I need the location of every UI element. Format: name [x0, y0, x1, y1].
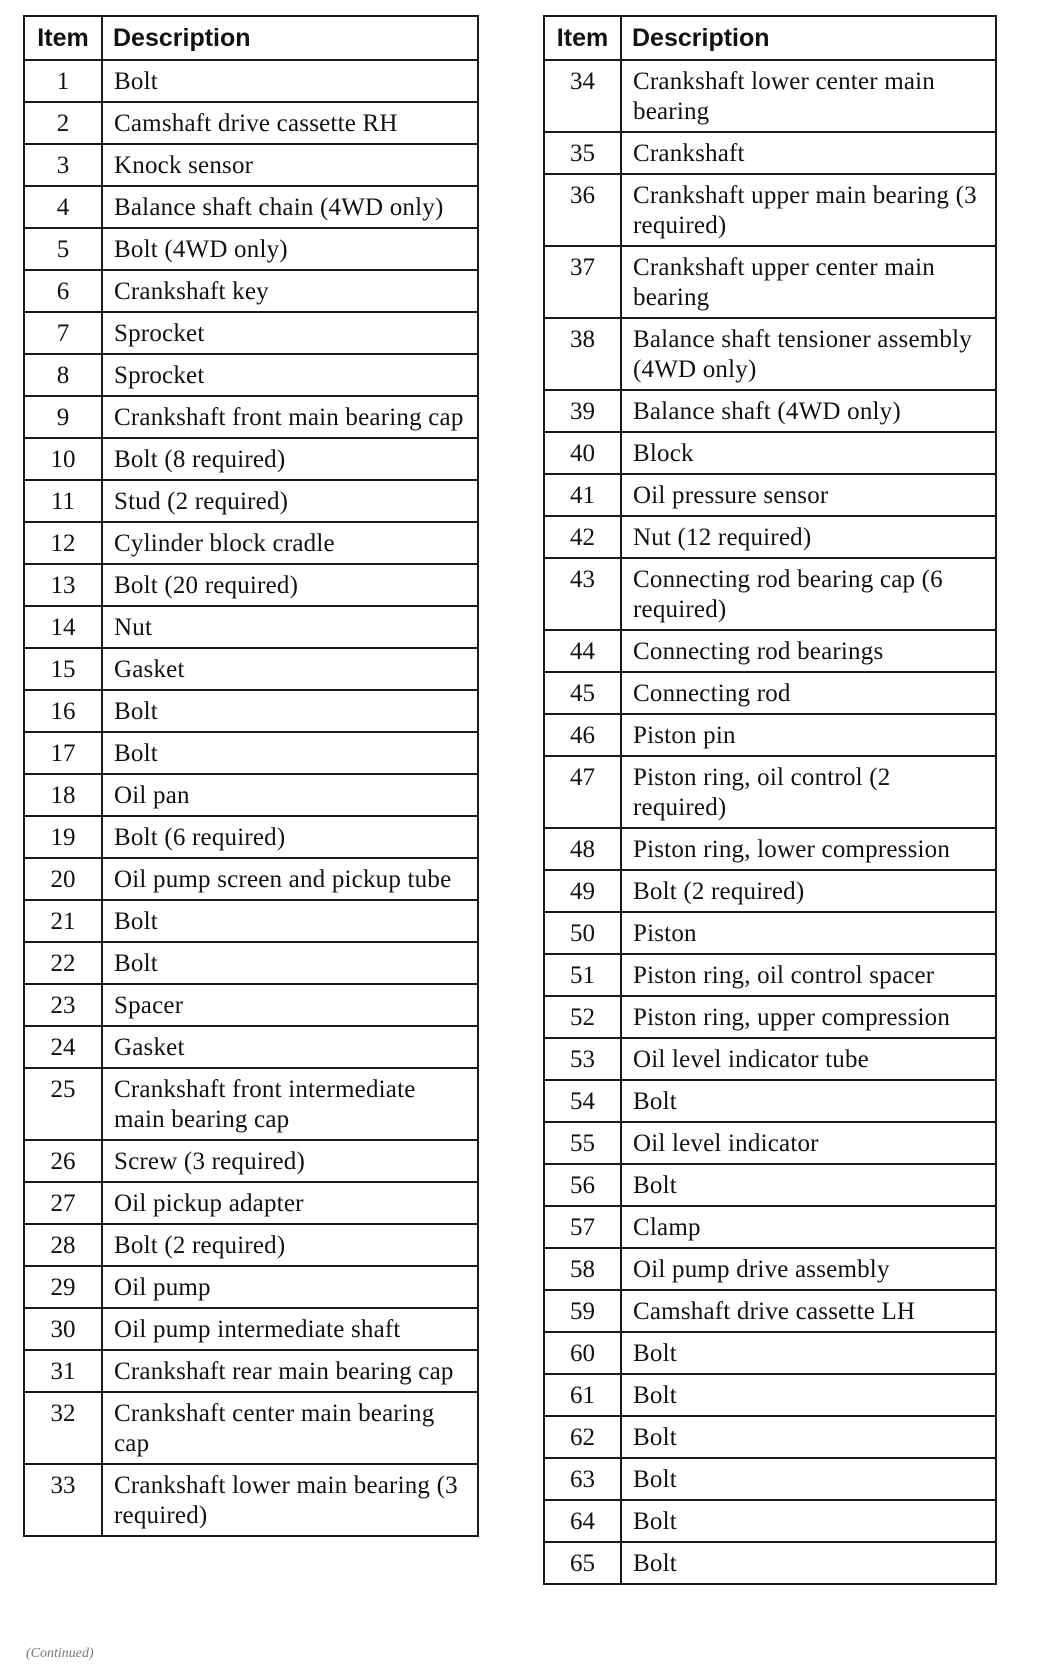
item-description: Oil pump screen and pickup tube — [102, 858, 478, 900]
item-number: 32 — [24, 1392, 102, 1464]
item-number: 53 — [544, 1038, 621, 1080]
table-row — [544, 828, 996, 870]
item-description: Bolt — [102, 900, 478, 942]
item-number: 60 — [544, 1332, 621, 1374]
parts-table-left-body — [24, 60, 478, 1536]
table-row — [544, 1374, 996, 1416]
item-description: Bolt — [102, 690, 478, 732]
item-description: Oil level indicator tube — [621, 1038, 996, 1080]
item-description: Piston ring, oil control (2 required) — [621, 756, 996, 828]
table-row — [544, 630, 996, 672]
table-row — [544, 1458, 996, 1500]
table-row — [24, 312, 478, 354]
item-description: Piston — [621, 912, 996, 954]
item-number: 38 — [544, 318, 621, 390]
item-description: Crankshaft center main bearing cap — [102, 1392, 478, 1464]
item-number: 46 — [544, 714, 621, 756]
table-row — [24, 1392, 478, 1464]
table-row — [24, 396, 478, 438]
table-row — [24, 354, 478, 396]
table-row — [24, 606, 478, 648]
item-description: Gasket — [102, 648, 478, 690]
item-number: 5 — [24, 228, 102, 270]
table-row — [24, 186, 478, 228]
item-column-header: Item — [24, 16, 102, 60]
item-number: 16 — [24, 690, 102, 732]
item-description: Nut (12 required) — [621, 516, 996, 558]
item-description: Crankshaft — [621, 132, 996, 174]
table-row — [24, 1182, 478, 1224]
item-description: Sprocket — [102, 354, 478, 396]
table-row — [24, 564, 478, 606]
item-number: 41 — [544, 474, 621, 516]
table-row — [24, 270, 478, 312]
header-row — [24, 16, 478, 60]
item-number: 59 — [544, 1290, 621, 1332]
item-number: 9 — [24, 396, 102, 438]
item-number: 8 — [24, 354, 102, 396]
table-row — [544, 318, 996, 390]
item-number: 15 — [24, 648, 102, 690]
table-row — [24, 480, 478, 522]
table-row — [24, 1464, 478, 1536]
item-number: 39 — [544, 390, 621, 432]
item-description: Balance shaft chain (4WD only) — [102, 186, 478, 228]
item-number: 42 — [544, 516, 621, 558]
parts-table-right-body — [544, 60, 996, 1584]
item-number: 7 — [24, 312, 102, 354]
item-description: Piston pin — [621, 714, 996, 756]
item-description: Bolt — [621, 1458, 996, 1500]
item-number: 48 — [544, 828, 621, 870]
table-row — [24, 60, 478, 102]
item-description: Crankshaft front main bearing cap — [102, 396, 478, 438]
table-row — [24, 732, 478, 774]
table-row — [544, 1122, 996, 1164]
table-row — [544, 432, 996, 474]
table-row — [24, 1068, 478, 1140]
table-row — [24, 690, 478, 732]
table-row — [544, 870, 996, 912]
table-row — [24, 816, 478, 858]
item-number: 30 — [24, 1308, 102, 1350]
table-row — [24, 438, 478, 480]
table-row — [24, 1224, 478, 1266]
header-row — [544, 16, 996, 60]
item-number: 40 — [544, 432, 621, 474]
item-number: 24 — [24, 1026, 102, 1068]
item-number: 34 — [544, 60, 621, 132]
item-description: Bolt (8 required) — [102, 438, 478, 480]
item-description: Crankshaft lower main bearing (3 required) — [102, 1464, 478, 1536]
item-number: 58 — [544, 1248, 621, 1290]
item-number: 17 — [24, 732, 102, 774]
item-description: Bolt (2 required) — [102, 1224, 478, 1266]
item-description: Balance shaft (4WD only) — [621, 390, 996, 432]
item-number: 10 — [24, 438, 102, 480]
table-row — [544, 246, 996, 318]
table-row — [544, 954, 996, 996]
item-description: Oil pump — [102, 1266, 478, 1308]
item-number: 25 — [24, 1068, 102, 1140]
item-number: 43 — [544, 558, 621, 630]
item-description: Clamp — [621, 1206, 996, 1248]
table-row — [544, 912, 996, 954]
item-number: 62 — [544, 1416, 621, 1458]
item-number: 56 — [544, 1164, 621, 1206]
item-description: Knock sensor — [102, 144, 478, 186]
item-description: Camshaft drive cassette RH — [102, 102, 478, 144]
item-description: Bolt — [102, 60, 478, 102]
table-row — [544, 1500, 996, 1542]
item-number: 18 — [24, 774, 102, 816]
item-description: Camshaft drive cassette LH — [621, 1290, 996, 1332]
table-row — [24, 522, 478, 564]
item-description: Crankshaft upper center main bearing — [621, 246, 996, 318]
item-description: Oil pump intermediate shaft — [102, 1308, 478, 1350]
item-description: Crankshaft front intermediate main bearing cap — [102, 1068, 478, 1140]
item-description: Block — [621, 432, 996, 474]
item-number: 61 — [544, 1374, 621, 1416]
item-description: Bolt — [621, 1164, 996, 1206]
item-number: 35 — [544, 132, 621, 174]
item-description: Oil pump drive assembly — [621, 1248, 996, 1290]
table-row — [24, 1308, 478, 1350]
item-number: 31 — [24, 1350, 102, 1392]
item-number: 65 — [544, 1542, 621, 1584]
item-number: 47 — [544, 756, 621, 828]
item-description: Oil level indicator — [621, 1122, 996, 1164]
item-description: Bolt — [621, 1080, 996, 1122]
table-row — [24, 1140, 478, 1182]
item-number: 14 — [24, 606, 102, 648]
table-row — [544, 1542, 996, 1584]
item-number: 21 — [24, 900, 102, 942]
description-column-header: Description — [102, 16, 478, 60]
item-description: Crankshaft lower center main bearing — [621, 60, 996, 132]
item-description: Connecting rod — [621, 672, 996, 714]
item-description: Balance shaft tensioner assembly (4WD only) — [621, 318, 996, 390]
item-number: 55 — [544, 1122, 621, 1164]
item-description: Bolt — [102, 942, 478, 984]
table-row — [544, 132, 996, 174]
table-row — [544, 1038, 996, 1080]
item-description: Oil pan — [102, 774, 478, 816]
item-number: 6 — [24, 270, 102, 312]
item-number: 22 — [24, 942, 102, 984]
item-description: Crankshaft rear main bearing cap — [102, 1350, 478, 1392]
item-description: Bolt — [102, 732, 478, 774]
parts-table-left — [23, 15, 479, 1537]
item-description: Bolt (2 required) — [621, 870, 996, 912]
item-description: Piston ring, upper compression — [621, 996, 996, 1038]
table-row — [544, 1248, 996, 1290]
item-number: 27 — [24, 1182, 102, 1224]
item-description: Oil pressure sensor — [621, 474, 996, 516]
table-row — [544, 714, 996, 756]
item-description: Crankshaft key — [102, 270, 478, 312]
item-number: 11 — [24, 480, 102, 522]
item-description: Connecting rod bearing cap (6 required) — [621, 558, 996, 630]
table-row — [24, 144, 478, 186]
item-number: 12 — [24, 522, 102, 564]
item-number: 50 — [544, 912, 621, 954]
item-description: Bolt (6 required) — [102, 816, 478, 858]
item-column-header: Item — [544, 16, 621, 60]
item-description: Crankshaft upper main bearing (3 required) — [621, 174, 996, 246]
table-row — [544, 1332, 996, 1374]
item-description: Bolt (20 required) — [102, 564, 478, 606]
item-number: 52 — [544, 996, 621, 1038]
item-number: 49 — [544, 870, 621, 912]
table-row — [544, 1164, 996, 1206]
item-number: 51 — [544, 954, 621, 996]
item-description: Bolt (4WD only) — [102, 228, 478, 270]
item-number: 29 — [24, 1266, 102, 1308]
item-number: 28 — [24, 1224, 102, 1266]
table-row — [544, 672, 996, 714]
table-row — [544, 60, 996, 132]
table-row — [24, 102, 478, 144]
table-row — [24, 228, 478, 270]
table-row — [24, 900, 478, 942]
table-row — [544, 1206, 996, 1248]
item-number: 57 — [544, 1206, 621, 1248]
item-number: 13 — [24, 564, 102, 606]
item-number: 36 — [544, 174, 621, 246]
item-description: Oil pickup adapter — [102, 1182, 478, 1224]
table-row — [544, 1080, 996, 1122]
item-number: 1 — [24, 60, 102, 102]
item-number: 26 — [24, 1140, 102, 1182]
table-row — [24, 858, 478, 900]
table-row — [24, 984, 478, 1026]
table-row — [544, 390, 996, 432]
item-description: Spacer — [102, 984, 478, 1026]
item-number: 3 — [24, 144, 102, 186]
item-number: 64 — [544, 1500, 621, 1542]
item-number: 20 — [24, 858, 102, 900]
item-description: Bolt — [621, 1416, 996, 1458]
item-description: Sprocket — [102, 312, 478, 354]
table-row — [544, 474, 996, 516]
description-column-header: Description — [621, 16, 996, 60]
item-number: 23 — [24, 984, 102, 1026]
table-row — [24, 942, 478, 984]
item-description: Stud (2 required) — [102, 480, 478, 522]
table-row — [544, 1416, 996, 1458]
continued-note: (Continued) — [26, 1646, 94, 1661]
parts-table-right — [543, 15, 997, 1585]
table-row — [544, 174, 996, 246]
table-row — [544, 1290, 996, 1332]
table-row — [544, 516, 996, 558]
item-description: Bolt — [621, 1500, 996, 1542]
item-description: Bolt — [621, 1374, 996, 1416]
item-number: 44 — [544, 630, 621, 672]
table-row — [24, 774, 478, 816]
item-description: Bolt — [621, 1332, 996, 1374]
item-number: 19 — [24, 816, 102, 858]
table-row — [544, 756, 996, 828]
item-description: Screw (3 required) — [102, 1140, 478, 1182]
table-row — [544, 558, 996, 630]
item-description: Nut — [102, 606, 478, 648]
item-number: 4 — [24, 186, 102, 228]
item-number: 54 — [544, 1080, 621, 1122]
item-number: 45 — [544, 672, 621, 714]
table-row — [24, 1350, 478, 1392]
item-description: Piston ring, oil control spacer — [621, 954, 996, 996]
item-description: Cylinder block cradle — [102, 522, 478, 564]
item-number: 2 — [24, 102, 102, 144]
item-description: Connecting rod bearings — [621, 630, 996, 672]
table-row — [24, 648, 478, 690]
item-description: Piston ring, lower compression — [621, 828, 996, 870]
item-description: Gasket — [102, 1026, 478, 1068]
table-row — [24, 1266, 478, 1308]
table-row — [24, 1026, 478, 1068]
item-number: 37 — [544, 246, 621, 318]
table-row — [544, 996, 996, 1038]
item-number: 33 — [24, 1464, 102, 1536]
item-description: Bolt — [621, 1542, 996, 1584]
item-number: 63 — [544, 1458, 621, 1500]
